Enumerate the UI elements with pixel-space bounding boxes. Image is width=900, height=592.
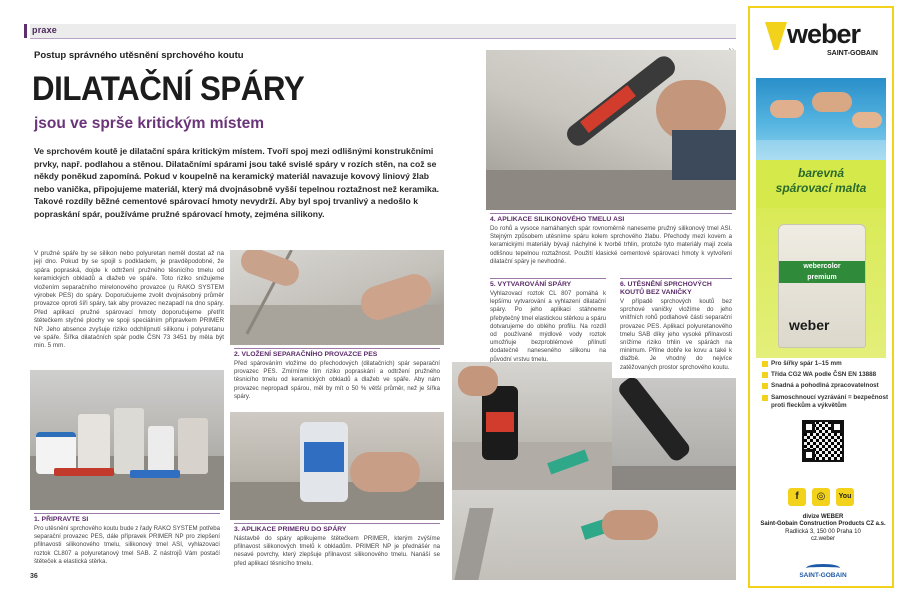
product-bag — [778, 224, 866, 348]
step-6-text: V případě sprchových koutů bez sprchové vaničky vložíme do jeho vnitřních rohů podlahové části separační provazec PES. Aplikací polyuretanového tmelu SAB díky jeho vysoké přilnavosti snížíme riziko trhlin ve spárách na minimum. Přilne dobře ke kovu a také k dlažbě. Je vhodný do nejvíce zatěžovaných prostor sprchového koutu. — [620, 298, 732, 371]
photo-primer — [230, 412, 444, 520]
step-2-title: 2. VLOŽENÍ SEPARAČNÍHO PROVAZCE PES — [234, 351, 378, 358]
article-subtitle: jsou ve sprše kritickým místem — [34, 115, 265, 132]
ad-contact — [756, 514, 890, 544]
section-bar — [30, 24, 736, 38]
product-band — [779, 261, 865, 283]
ad-headline-1: barevná — [797, 166, 845, 180]
article-title: DILATAČNÍ SPÁRY — [32, 70, 305, 108]
step-5-title: 5. VYTVAROVÁNÍ SPÁRY — [490, 281, 572, 288]
feature-list — [762, 360, 890, 413]
article-kicker: Postup správného utěsnění sprchového koutu — [34, 50, 244, 61]
photo-inserting-cord — [230, 250, 444, 345]
step-2-caption — [230, 345, 444, 411]
step-4-text: Do rohů a vysoce namáhaných spár rovnoměrně naneseme pružný silikonový tmel ASI. Stejným způsobem utěsníme spáru kolem sprchového žlabu. Přechody mezi kovem a keramickými materiály bývají náchylné k tvorbě trhlin, protože tyto materiály mají zcela odlišnou tepelnou roztažnost. Použití klasické cementové spárovací hmoty k vytvoření dilatační spáry je nevhodné. — [490, 225, 732, 265]
article-lead: Ve sprchovém koutě je dilatační spára kritickým místem. Tvoří spoj mezi odlišnými konstrukčními prvky, např. podlahou a stěnou. Dilatačními spárami jsou také svislé spáry v rozích stěn, na což se někdy poněkud zapomíná. Pokud v koupelně na keramický materiál navazuje kovový liniový žlab nebo vanička, připojujeme materiál, který má dvojnásobně vyšší tepelnou roztažnost než keramika. Takové rozdíly běžné cementové spárovací hmoty nevydrží. Aby byl spoj trvanlivý a nedošlo k popraskání spár, používáme pružné spárovací hmoty, zejména silikony. — [34, 146, 439, 219]
step-3-title: 3. APLIKACE PRIMERU DO SPÁRY — [234, 526, 347, 533]
product-panel — [756, 208, 886, 358]
saint-gobain-logo — [788, 564, 858, 582]
feature-item: Pro šířky spár 1–15 mm — [762, 360, 890, 368]
step-4-caption — [486, 210, 736, 272]
bag-brand: weber — [789, 317, 830, 333]
step-2-text: Před spárováním vložíme do přechodových (dilatačních) spár separační provazec PES. Zmírníme tím riziko popraskání a odtržení pružného těsnicího tmelu od keramických obkladů a dlažeb ve spáře. Aby nám provazec nepropadl spárou, měl by mít o 50 % větší průměr, než je šířka spáry. — [234, 360, 440, 400]
youtube-icon[interactable]: You — [836, 488, 854, 506]
step-1-text: Pro utěsnění sprchového koutu bude z řady RAKO SYSTEM potřeba separační provazec PES, dále přípravek PRIMER NP pro zlepšení přilnavosti silikonového tmelu, silikonový tmel ASI, vyhlazovací roztok CL807 a polyuretanový tmel SAB. Z nástrojů Vám postačí štěteček a elastická stěrka. — [34, 525, 220, 565]
step-1-caption — [30, 510, 224, 566]
feature-item: Samoschnoucí vyzrávání = bezpečnost proti fleckům a výkvětům — [762, 394, 890, 410]
saint-gobain-arc-icon — [806, 564, 840, 572]
weber-logo — [765, 19, 883, 62]
step-4-title: 4. APLIKACE SILIKONOVÉHO TMELU ASI — [490, 216, 625, 223]
ad-headline-2: spárovací malta — [775, 181, 867, 195]
contact-company: Saint-Gobain Construction Products CZ a.s. — [760, 521, 886, 528]
photo-spray — [452, 362, 612, 490]
photo-products — [30, 370, 224, 510]
feature-item: Snadná a pohodlná zpracovatelnost — [762, 382, 890, 390]
saint-gobain-text: SAINT-GOBAIN — [799, 572, 847, 579]
step-5-caption — [486, 276, 610, 362]
qr-code[interactable] — [802, 420, 844, 462]
page-number: 36 — [30, 573, 38, 580]
ad-headline — [756, 160, 886, 208]
weber-brand-sub: SAINT-GOBAIN — [827, 50, 878, 57]
photo-tube — [612, 378, 736, 490]
article-body: V pružné spáře by se silikon nebo polyuretan neměl dostat až na její dno. Pokud by se spojil s podkladem, je pravděpodobné, že spára popraská, dojde k odtržení pružného těsnicího tmelu od keramických obkladů a dlažeb ve spáře. Toto riziko snižujeme vložením separačního mirelonového provazce (u RAKO SYSTEM výrobek PES) do spáry. Doporučujeme zvolit dvojnásobný průměr provazce oproti šíři spáry, tak aby provazec nezapadl na dno spáry. Před aplikací pružné spárovací hmoty doporučujeme přetřít štětečkem styčné plochy ve spoji speciálním přípravkem PRIMER NP. Jeho absence zvyšuje riziko odchlípnutí silikonu i polyuretanu ve spáře. Šířka dilatačních spár podle ČSN 73 3451 by měla být min. 5 mm. — [34, 250, 224, 350]
product-name-1: webercolor — [803, 263, 841, 270]
step-3-caption — [230, 520, 444, 570]
pool-photo — [756, 78, 886, 160]
weber-advertisement — [748, 6, 894, 588]
contact-division: divize WEBER — [802, 514, 844, 520]
step-1-title: 1. PŘIPRAVTE SI — [34, 516, 89, 523]
section-rule — [30, 38, 736, 39]
facebook-icon[interactable]: f — [788, 488, 806, 506]
weber-brand: weber — [787, 19, 861, 49]
product-name-2: premium — [807, 274, 837, 281]
contact-address: Radlická 3, 150 00 Praha 10 — [785, 528, 861, 535]
contact-web[interactable]: cz.weber — [810, 536, 835, 543]
step-6-title: 6. UTĚSNĚNÍ SPRCHOVÝCH KOUTŮ BEZ VANIČKY — [620, 281, 712, 296]
step-6-caption — [616, 276, 736, 376]
step-3-text: Nástavbě do spáry aplikujeme štětečkem PRIMER, kterým zvýšíme přilnavost silikonových tmelů k obkladům. PRIMER NP je přednášér na nesavé povrchy, který zlepšuje přilnavost silikonového tmelu. Nanáší se před aplikací těsnicího tmelu. — [234, 535, 440, 567]
section-label: praxe — [32, 25, 58, 35]
weber-logo-mark — [765, 22, 787, 50]
step-5-text: Vyhlazovací roztok CL 807 pomáhá k lepšímu vytvarování a vyhlazení dilatační spáry. Po jeho aplikaci stáhneme přebytečný tmel elastickou stěrkou a spáru dotvarujeme do oblého profilu. Na rozdíl od používané mýdlové vody roztok umožňuje bezproblémové přilnutí dodatečně naneseného silikonu na původní vrstvu tmelu. — [490, 290, 606, 363]
photo-drain — [452, 490, 736, 580]
instagram-icon[interactable]: ◎ — [812, 488, 830, 506]
section-accent — [24, 24, 27, 38]
photo-silicone-gun — [486, 50, 736, 210]
feature-item: Třída CG2 WA podle ČSN EN 13888 — [762, 371, 890, 379]
